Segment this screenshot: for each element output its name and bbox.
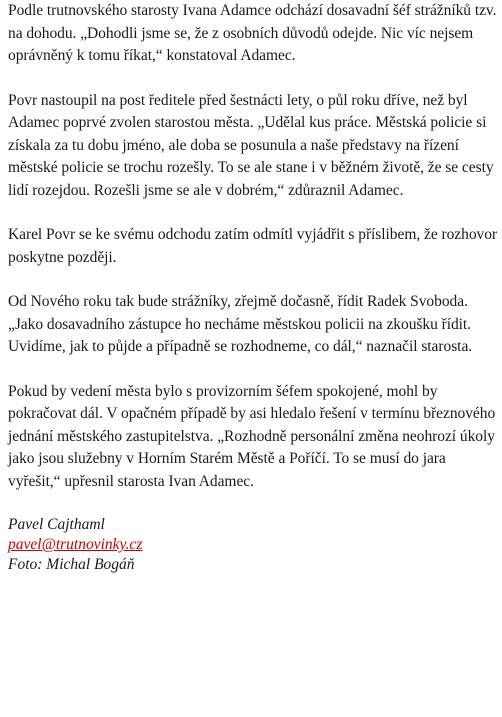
- author-email-link[interactable]: pavel@trutnovinky.cz: [8, 536, 143, 553]
- article-body: [8, 0, 498, 575]
- article-paragraph-1: Podle trutnovského starosty Ivana Adamce odchází dosavadní šéf strážníků tzv. na dohodu. „Dohodli jsme se, že z osobních důvodů odejde. Nic víc nejsem oprávněný k tomu říkat,“ konstatoval Adamec.: [8, 2, 497, 64]
- article-paragraph-5: Pokud by vedení města bylo s provizorním šéfem spokojené, mohl by pokračovat dál. V opačném případě by asi hledalo řešení v termínu březnového jednání městského zastupitelstva. „Rozhodně personální změna neohrozí úkoly jako jsou služebny v Horním Starém Městě a Poříčí. To se musí do jara vyřešit,“ upřesnil starosta Ivan Adamec.: [8, 382, 496, 490]
- article-paragraph-2: Povr nastoupil na post ředitele před šestnácti lety, o půl roku dříve, než byl Adamec poprvé zvolen starostou města. „Udělal kus práce. Městská policie si získala za tu dobu jméno, ale doba se posunula a naše představy na řízení městské policie se trochu rozešly. To se ale stane i v běžném životě, že se cesty lidí rozejdou. Rozešli jsme se ale v dobrém,“ zdůraznil Adamec.: [8, 91, 494, 199]
- article-paragraph-3: Karel Povr se ke svému odchodu zatím odmítl vyjádřit s příslibem, že rozhovor poskytne později.: [8, 226, 498, 266]
- author-email-line: [8, 535, 498, 555]
- photo-credit: Foto: Michal Bogáň: [8, 556, 135, 573]
- article-paragraph-4: Od Nového roku tak bude strážníky, zřejmě dočasně, řídit Radek Svoboda. „Jako dosavadního zástupce ho necháme městskou policii na zkoušku řídit. Uvidíme, jak to půjde a případně se rozhodneme, co dál,“ naznačil starosta.: [8, 293, 473, 355]
- article-signature: [8, 515, 498, 575]
- author-name: Pavel Cajthaml: [8, 516, 105, 533]
